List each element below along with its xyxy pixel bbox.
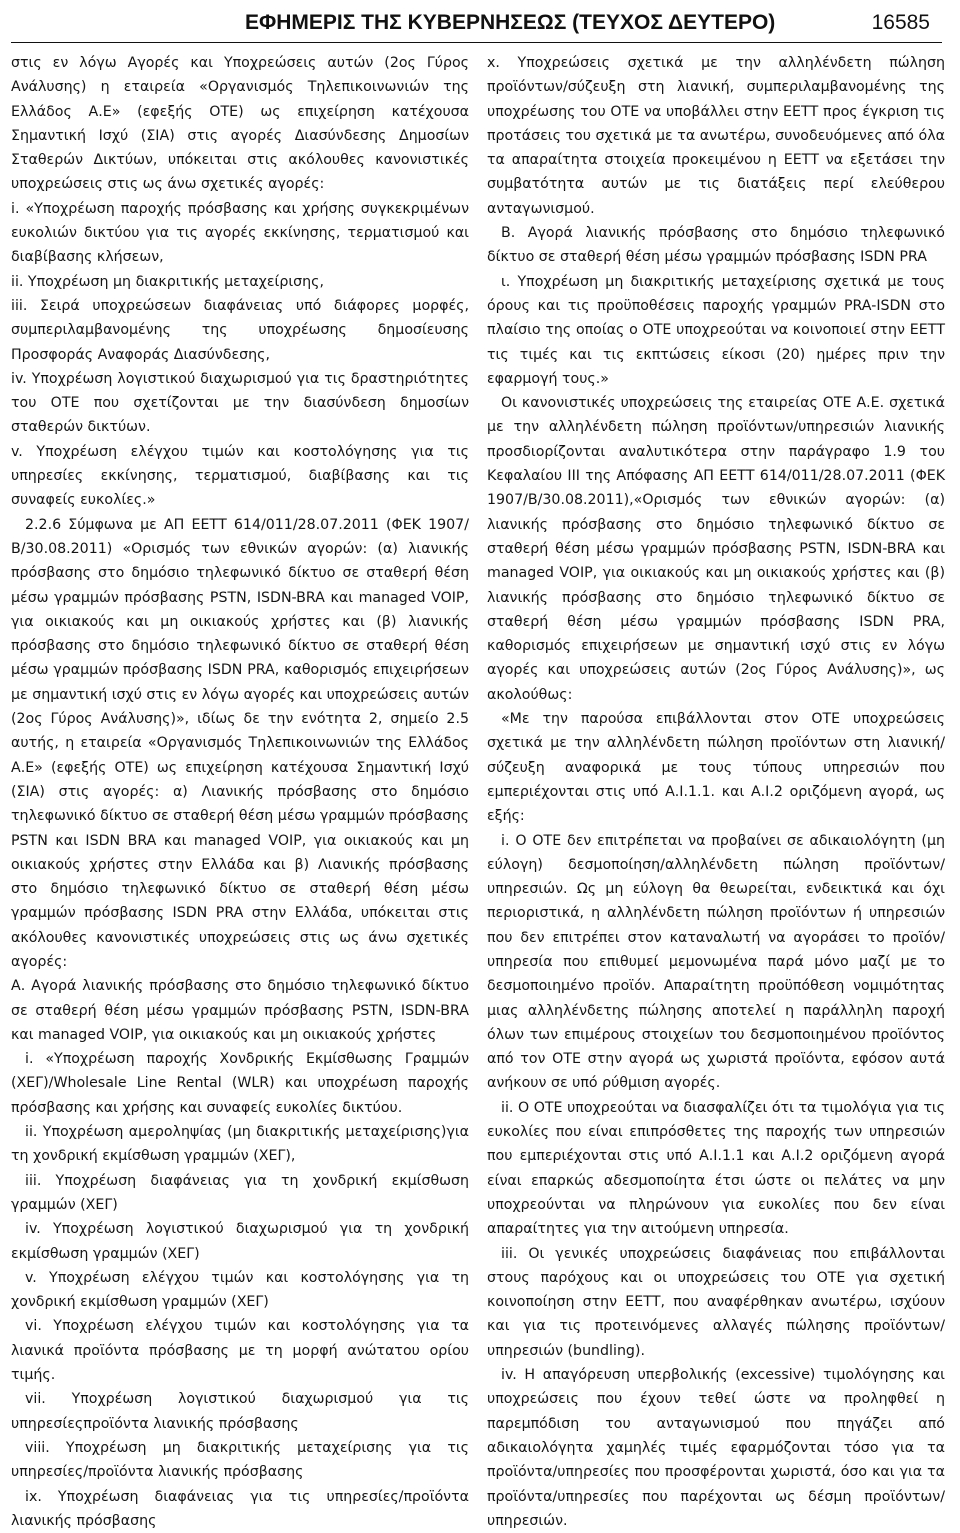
paragraph: i. Ο ΟΤΕ δεν επιτρέπεται να προβαίνει σε αδικαιολόγητη (μη εύλογη) δεσμοποίηση/αλληλένδετη πώληση προϊόντων/υπηρεσιών. Ως μη εύλογη θα θεωρείται, ενδεικτικά και όχι περιοριστικά, η αλληλένδετη πώληση προϊόντων ή υπηρεσιών που δεν επιτρέπει στον καταναλωτή να αγοράσει το προϊόν/υπηρεσία που επιθυμεί μεμονωμένα παρά μόνο μαζί με το δεσμοποιημένο προϊόν. Απαραίτητη προϋπόθεση νομιμότητας μιας αλληλένδετης πώλησης αποτελεί η παράλληλη παροχή όλων των επιμέρους στοιχείων του δεσμοποιημένου προϊόντος από τον ΟΤΕ στην αγορά ως χωριστά προϊόντα, εφόσον αυτά ανήκουν σε υπό ρύθμιση αγορές. — [487, 832, 945, 1092]
paragraph: ii. Ο ΟΤΕ υποχρεούται να διασφαλίζει ότι τα τιμολόγια για τις ευκολίες που είναι επιπρόσθετες της παροχής των υπηρεσιών που εμπεριέχονται στις υπό Α.Ι.1.1 και Α.Ι.2 οριζόμενη αγορά είναι επαρκώς αδεσμοποίητα έτσι ώστε οι πελάτες να μην υποχρεούνται να πληρώνουν για ευκολίες που δεν είναι απαραίτητες για την αιτούμενη υπηρεσία. — [487, 1099, 945, 1238]
paragraph: ix. Υποχρέωση διαφάνειας για τις υπηρεσίες/προϊόντα λιανικής πρόσβασης — [11, 1488, 469, 1529]
paragraph: i. «Υποχρέωση παροχής Χονδρικής Εκμίσθωσης Γραμμών (ΧΕΓ)/Wholesale Line Rental (WLR) και υποχρέωση παροχής πρόσβασης και χρήσης και συναφείς ευκολίες δικτύου. — [11, 1051, 469, 1116]
paragraph: iv. Η απαγόρευση υπερβολικής (excessive) τιμολόγησης και υποχρεώσεις που έχουν τεθεί ώστε να προληφθεί η παρεμπόδιση του ανταγωνισμού που πηγάζει από αδικαιολόγητα χαμηλές τιμές εφαρμόζονται τόσο για τα προϊόντα/υπηρεσίες που προσφέρονται χωριστά, όσο και για τα προϊόντα/υπηρεσίες που παρέχονται ως δέσμη προϊόντων/υπηρεσιών. — [487, 1367, 945, 1529]
gazette-title: ΕΦΗΜΕΡΙΣ ΤΗΣ ΚΥΒΕΡΝΗΣΕΩΣ (ΤΕΥΧΟΣ ΔΕΥΤΕΡΟ) — [245, 11, 776, 34]
paragraph: iii. Σειρά υποχρεώσεων διαφάνειας υπό διάφορες μορφές, συμπεριλαμβανομένης της υποχρέωσης δημοσίευσης Προσφοράς Αναφοράς Διασύνδεσης, — [11, 297, 469, 363]
paragraph: iv. Υποχρέωση λογιστικού διαχωρισμού για τις δραστηριότητες του ΟΤΕ που σχετίζονται με την διασύνδεση δημοσίων σταθερών δικτύων. — [11, 370, 469, 436]
page-number: 16585 — [871, 11, 930, 34]
paragraph: στις εν λόγω Αγορές και Υποχρεώσεις αυτών (2ος Γύρος Ανάλυσης) η εταιρεία «Οργανισμός Τηλεπικοινωνιών της Ελλάδος Α.Ε» (εφεξής ΟΤΕ) ως επιχείρηση κατέχουσα Σημαντική Ισχύ (ΣΙΑ) στις αγορές Διασύνδεσης Δημοσίων Σταθερών Δικτύων, υπόκειται στις ακόλουθες κανονιστικές υποχρεώσεις στις ως άνω σχετικές αγορές: — [11, 55, 469, 193]
paragraph: i. «Υποχρέωση παροχής πρόσβασης και χρήσης συγκεκριμένων ευκολιών δικτύου για τις αγορές εκκίνησης, τερματισμού και διαβίβασης κλήσεων, — [11, 200, 469, 266]
paragraph: ii. Υποχρέωση μη διακριτικής μεταχείρισης, — [11, 273, 324, 290]
header-rule — [11, 42, 942, 43]
paragraph: vi. Υποχρέωση ελέγχου τιμών και κοστολόγησης για τα λιανικά προϊόντα πρόσβασης με τη μορφή ανώτατου ορίου τιμής. — [11, 1318, 469, 1384]
paragraph: ii. Υποχρέωση αμεροληψίας (μη διακριτικής μεταχείρισης)για τη χονδρική εκμίσθωση γραμμών (ΧΕΓ), — [11, 1124, 469, 1165]
paragraph: viii. Υποχρέωση μη διακριτικής μεταχείρισης για τις υπηρεσίες/προϊόντα λιανικής πρόσβασης — [11, 1439, 469, 1481]
paragraph: «Με την παρούσα επιβάλλονται στον ΟΤΕ υποχρεώσεις σχετικά με την αλληλένδετη πώληση προϊόντων στη λιανική/σύζευξη αναφορικά με τους τύπους υπηρεσιών που εμπεριέχονται στις υπό Α.Ι.1.1. και Α.Ι.2 οριζόμενη αγορά, ως εξής: — [487, 711, 945, 825]
paragraph: Α. Αγορά λιανικής πρόσβασης στο δημόσιο τηλεφωνικό δίκτυο σε σταθερή θέση μέσω γραμμών πρόσβασης PSTN, ISDN-BRA και managed VOIP, για οικιακούς και μη οικιακούς χρήστες — [11, 978, 469, 1043]
text-columns — [11, 51, 946, 1533]
paragraph: Β. Αγορά λιανικής πρόσβασης στο δημόσιο τηλεφωνικό δίκτυο σε σταθερή θέση μέσω γραμμών πρόσβασης ISDN PRA — [487, 225, 945, 266]
paragraph: ι. Υποχρέωση μη διακριτικής μεταχείρισης σχετικά με τους όρους και τις προϋποθέσεις παροχής γραμμών PRA-ISDN στο πλαίσιο της οποίας ο ΟΤΕ υποχρεούται να κοινοποιεί στην ΕΕΤΤ τις τιμές και τις εκπτώσεις είκοσι (20) ημέρες πριν την εφαρμογή τους.» — [487, 273, 945, 387]
paragraph: 2.2.6 Σύμφωνα με ΑΠ ΕΕΤΤ 614/011/28.07.2011 (ΦΕΚ 1907/Β/30.08.2011) «Ορισμός των εθνικών αγορών: (α) λιανικής πρόσβασης στο δημόσιο τηλεφωνικό δίκτυο σε σταθερή θέση μέσω γραμμών πρόσβασης PSTN, ISDN-BRA και managed VOIP, για οικιακούς και μη οικιακούς χρήστες και (β) λιανικής πρόσβασης στο δημόσιο τηλεφωνικό δίκτυο σε σταθερή θέση μέσω γραμμών πρόσβασης ISDN PRA, καθορισμός επιχειρήσεων με σημαντική ισχύ στις εν λόγω αγορές και υποχρεώσεις αυτών (2ος Γύρος Ανάλυσης)», ιδίως δε την ενότητα 2, σημείο 2.5 αυτής, η εταιρεία «Οργανισμός Τηλεπικοινωνιών της Ελλάδος Α.Ε» (εφεξής ΟΤΕ) ως επιχείρηση κατέχουσα Σημαντική Ισχύ (ΣΙΑ) στις αγορές: α) Λιανικής πρόσβασης στο δημόσιο τηλεφωνικό δίκτυο σε σταθερή θέση μέσω γραμμών πρόσβασης PSTN και ISDN BRA και managed VOIP, για οικιακούς και μη οικιακούς χρήστες στην Ελλάδα και β) Λιανικής πρόσβασης στο δημόσιο τηλεφωνικό δίκτυο σε σταθερή θέση μέσω γραμμών πρόσβασης ISDN PRA στην Ελλάδα, υπόκειται στις ακόλουθες κανονιστικές υποχρεώσεις στις ως άνω σχετικές αγορές: — [11, 516, 469, 970]
left-column — [11, 51, 469, 1533]
page-header — [11, 8, 946, 38]
paragraph: iv. Υποχρέωση λογιστικού διαχωρισμού για τη χονδρική εκμίσθωση γραμμών (ΧΕΓ) — [11, 1221, 469, 1262]
paragraph: Οι κανονιστικές υποχρεώσεις της εταιρείας ΟΤΕ Α.Ε. σχετικά με την αλληλένδετη πώληση προϊόντων/υπηρεσιών λιανικής προσδιορίζονται αναλυτικότερα στην παράγραφο 1.9 του Κεφαλαίου ΙΙΙ της Απόφασης ΑΠ ΕΕΤΤ 614/011/28.07.2011 (ΦΕΚ 1907/Β/30.08.2011),«Ορισμός των εθνικών αγορών: (α) λιανικής πρόσβασης στο δημόσιο τηλεφωνικό δίκτυο σε σταθερή θέση μέσω γραμμών πρόσβασης PSTN, ISDN-BRA και managed VOIP, για οικιακούς και μη οικιακούς χρήστες και (β) λιανικής πρόσβασης στο δημόσιο τηλεφωνικό δίκτυο σε σταθερή θέση μέσω γραμμών πρόσβασης ISDN PRA, καθορισμός επιχειρήσεων με σημαντική ισχύ στις εν λόγω αγορές και υποχρεώσεις αυτών (2ος Γύρος Ανάλυσης)», ως ακολούθως: — [487, 395, 945, 703]
paragraph: v. Υποχρέωση ελέγχου τιμών και κοστολόγησης για τη χονδρική εκμίσθωση γραμμών (ΧΕΓ) — [11, 1269, 469, 1311]
paragraph: iii. Οι γενικές υποχρεώσεις διαφάνειας που επιβάλλονται στους παρόχους και οι υποχρεώσεις του ΟΤΕ για σχετική κοινοποίηση στην ΕΕΤΤ, που αναφέρθηκαν ανωτέρω, ισχύουν και για τις προτεινόμενες αλλαγές πώλησης προϊόντων/υπηρεσιών (bundling). — [487, 1245, 945, 1359]
paragraph: iii. Υποχρέωση διαφάνειας για τη χονδρική εκμίσθωση γραμμών (ΧΕΓ) — [11, 1172, 469, 1213]
paragraph: vii. Υποχρέωση λογιστικού διαχωρισμού για τις υπηρεσίεςπροϊόντα λιανικής πρόσβασης — [11, 1391, 469, 1432]
paragraph: x. Υποχρεώσεις σχετικά με την αλληλένδετη πώληση προϊόντων/σύζευξη στη λιανική, συμπεριλαμβανομένης της υποχρέωσης του ΟΤΕ να υποβάλλει στην ΕΕΤΤ προς έγκριση τις προτάσεις του σχετικά με τα ανωτέρω, συνοδευόμενες από όλα τα απαραίτητα στοιχεία προκειμένου η ΕΕΤΤ να εξετάσει την συμβατότητα αυτών με τις διατάξεις περί ελεύθερου ανταγωνισμού. — [487, 55, 945, 217]
right-column — [487, 51, 945, 1533]
paragraph: v. Υποχρέωση ελέγχου τιμών και κοστολόγησης για τις υπηρεσίες εκκίνησης, τερματισμού, διαβίβασης και τις συναφείς ευκολίες.» — [11, 443, 469, 509]
